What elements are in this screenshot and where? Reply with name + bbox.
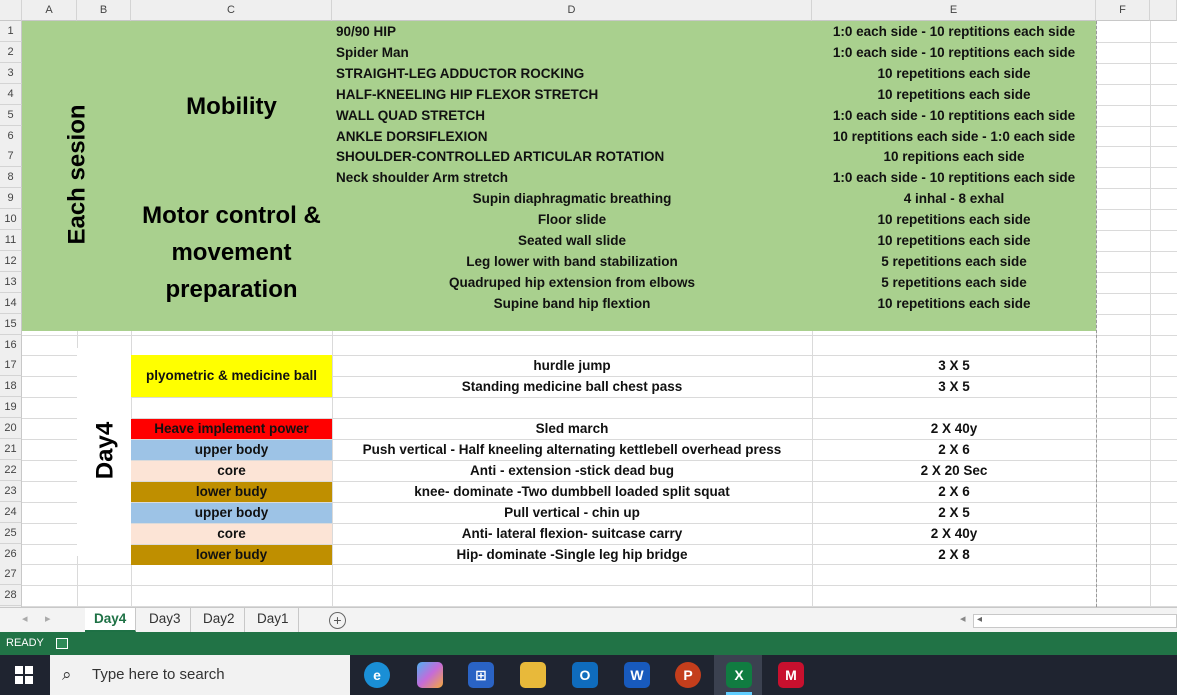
scroll-arrow-icon[interactable]: ◂ xyxy=(977,614,983,625)
motor-control-label: Motor control & movement preparation xyxy=(142,202,321,303)
macro-record-icon[interactable] xyxy=(56,638,68,649)
row-header[interactable]: 11 xyxy=(0,230,22,251)
strength-exercise: Push vertical - Half kneeling alternating kettlebell overhead press xyxy=(362,442,782,457)
strength-exercise: Sled march xyxy=(535,421,609,437)
excel-icon[interactable]: X xyxy=(726,662,752,688)
column-header-b[interactable]: B xyxy=(77,0,131,21)
mobility-label: Mobility xyxy=(186,93,277,120)
plyo-sets: 3 X 5 xyxy=(938,379,970,395)
row-header[interactable]: 10 xyxy=(0,209,22,230)
category-label: lower budy xyxy=(195,546,268,562)
strength-sets: 2 X 6 xyxy=(938,442,970,457)
mobility-exercise-reps: 10 repetitions each side xyxy=(877,212,1031,228)
mobility-exercise-name: WALL QUAD STRETCH xyxy=(336,107,485,123)
row-header[interactable]: 21 xyxy=(0,439,22,460)
row-header[interactable]: 16 xyxy=(0,335,22,356)
sheet-tab-day2[interactable]: Day2 xyxy=(194,608,245,632)
row-header[interactable]: 17 xyxy=(0,355,22,376)
row-header[interactable]: 4 xyxy=(0,84,22,105)
mobility-exercise-name: ANKLE DORSIFLEXION xyxy=(336,128,488,144)
column-header-partial[interactable] xyxy=(1150,0,1177,21)
row-header[interactable]: 2 xyxy=(0,42,22,63)
row-header[interactable]: 1 xyxy=(0,21,22,42)
column-header-e[interactable]: E xyxy=(812,0,1096,21)
row-header[interactable]: 6 xyxy=(0,126,22,147)
mobility-exercise-reps: 10 repetitions each side xyxy=(877,86,1031,102)
mobility-exercise-name: Neck shoulder Arm stretch xyxy=(336,170,509,186)
mobility-exercise-reps: 10 repitions each side xyxy=(883,149,1025,165)
windows-taskbar xyxy=(0,655,1177,695)
status-ready: READY xyxy=(6,637,44,649)
mobility-exercise-name: Seated wall slide xyxy=(517,233,627,248)
category-label: upper body xyxy=(194,504,269,520)
edge-icon[interactable]: e xyxy=(364,662,390,688)
plyometric-category-label: plyometric & medicine ball xyxy=(145,368,318,384)
row-header[interactable]: 25 xyxy=(0,523,22,544)
mobility-exercise-name: Quadruped hip extension from elbows xyxy=(448,274,696,290)
mobility-exercise-name: Supine band hip flextion xyxy=(493,295,651,311)
category-label: core xyxy=(217,462,246,478)
row-header[interactable]: 26 xyxy=(0,544,22,565)
column-header-c[interactable]: C xyxy=(131,0,332,21)
mobility-exercise-reps: 10 repetitions each side xyxy=(877,65,1031,81)
mobility-exercise-reps: 1:0 each side - 10 reptitions each side xyxy=(832,107,1076,123)
mobility-exercise-reps: 10 repetitions each side xyxy=(877,233,1031,248)
row-header[interactable]: 9 xyxy=(0,188,22,209)
mobility-exercise-name: Supin diaphragmatic breathing xyxy=(472,191,672,207)
row-header[interactable]: 27 xyxy=(0,564,22,585)
horizontal-scrollbar[interactable] xyxy=(973,614,1177,628)
mobility-exercise-reps: 1:0 each side - 10 reptitions each side xyxy=(832,170,1076,186)
row-header[interactable]: 22 xyxy=(0,460,22,481)
row-header[interactable]: 14 xyxy=(0,293,22,314)
mcafee-icon[interactable]: M xyxy=(778,662,804,688)
strength-sets: 2 X 5 xyxy=(938,504,970,520)
grid-hline xyxy=(22,585,1177,586)
row-header[interactable]: 28 xyxy=(0,585,22,606)
row-header[interactable]: 5 xyxy=(0,105,22,126)
scroll-left-icon[interactable]: ◂ xyxy=(960,613,966,625)
mobility-exercise-name: HALF-KNEELING HIP FLEXOR STRETCH xyxy=(336,86,599,102)
file-explorer-icon[interactable] xyxy=(520,662,546,688)
row-header[interactable]: 12 xyxy=(0,251,22,272)
grid-hline xyxy=(22,335,1177,336)
column-header-a[interactable]: A xyxy=(22,0,77,21)
mobility-exercise-name: Floor slide xyxy=(537,212,607,228)
mobility-exercise-name: STRAIGHT-LEG ADDUCTOR ROCKING xyxy=(336,65,585,81)
mobility-exercise-reps: 1:0 each side - 10 reptitions each side xyxy=(832,44,1076,60)
strength-sets: 2 X 8 xyxy=(938,546,970,562)
row-header[interactable]: 7 xyxy=(0,146,22,167)
category-label: upper body xyxy=(194,442,269,457)
mobility-exercise-reps: 4 inhal - 8 exhal xyxy=(903,191,1005,207)
powerpoint-icon[interactable]: P xyxy=(675,662,701,688)
column-header-f[interactable]: F xyxy=(1096,0,1150,21)
row-header[interactable]: 18 xyxy=(0,376,22,397)
store-icon[interactable]: ⊞ xyxy=(468,662,494,688)
strength-sets: 2 X 40y xyxy=(930,525,978,541)
strength-sets: 2 X 6 xyxy=(938,483,970,499)
add-sheet-icon[interactable]: + xyxy=(329,612,346,629)
tab-scroll-left-icon[interactable]: ◂ xyxy=(22,613,28,625)
taskbar-search-box[interactable] xyxy=(50,655,350,695)
mobility-exercise-name: SHOULDER-CONTROLLED ARTICULAR ROTATION xyxy=(336,149,665,165)
row-header[interactable]: 3 xyxy=(0,63,22,84)
strength-exercise: Anti- lateral flexion- suitcase carry xyxy=(461,525,683,541)
strength-sets: 2 X 20 Sec xyxy=(920,462,988,478)
row-header[interactable]: 23 xyxy=(0,481,22,502)
strength-exercise: Hip- dominate -Single leg hip bridge xyxy=(456,546,688,562)
category-label: Heave implement power xyxy=(154,421,309,437)
sheet-tabs-bar xyxy=(0,607,1177,632)
mobility-exercise-reps: 10 repetitions each side xyxy=(877,295,1031,311)
mobility-exercise-name: 90/90 HIP xyxy=(336,24,397,39)
row-header[interactable]: 19 xyxy=(0,397,22,418)
plyo-exercise: Standing medicine ball chest pass xyxy=(461,379,683,395)
category-label: lower budy xyxy=(195,483,268,499)
page-break-line xyxy=(1096,21,1097,607)
mobility-exercise-reps: 1:0 each side - 10 reptitions each side xyxy=(832,24,1076,39)
outlook-icon[interactable]: O xyxy=(572,662,598,688)
word-icon[interactable]: W xyxy=(624,662,650,688)
mobility-exercise-reps: 10 reptitions each side - 1:0 each side xyxy=(832,128,1076,144)
sheet-tab-day3[interactable]: Day3 xyxy=(140,608,191,632)
each-session-label: Each sesion xyxy=(63,104,91,245)
search-placeholder: Type here to search xyxy=(92,666,225,683)
column-header-d[interactable]: D xyxy=(332,0,812,21)
copilot-icon[interactable] xyxy=(417,662,443,688)
mobility-exercise-reps: 5 repetitions each side xyxy=(881,253,1027,269)
mobility-exercise-name: Spider Man xyxy=(336,44,409,60)
category-label: core xyxy=(217,525,246,541)
row-header[interactable]: 8 xyxy=(0,167,22,188)
row-header[interactable]: 15 xyxy=(0,314,22,335)
row-header[interactable]: 13 xyxy=(0,272,22,293)
windows-start-icon[interactable] xyxy=(15,666,33,684)
row-header[interactable]: 24 xyxy=(0,502,22,523)
plyo-sets: 3 X 5 xyxy=(938,358,970,374)
sheet-tab-day4[interactable]: Day4 xyxy=(85,608,136,632)
tab-scroll-right-icon[interactable]: ▸ xyxy=(45,613,51,625)
strength-exercise: Anti - extension -stick dead bug xyxy=(469,462,675,478)
plyo-exercise: hurdle jump xyxy=(533,358,611,374)
row-header[interactable]: 20 xyxy=(0,418,22,439)
sheet-tab-day1[interactable]: Day1 xyxy=(248,608,299,632)
status-bar xyxy=(0,632,1177,655)
strength-exercise: knee- dominate -Two dumbbell loaded split squat xyxy=(414,483,730,499)
strength-exercise: Pull vertical - chin up xyxy=(504,504,640,520)
strength-sets: 2 X 40y xyxy=(930,421,978,437)
search-icon: ⌕ xyxy=(62,665,72,684)
grid-hline xyxy=(22,564,1177,565)
select-all-corner[interactable] xyxy=(0,0,22,21)
day-label: Day4 xyxy=(91,421,119,480)
mobility-exercise-reps: 5 repetitions each side xyxy=(881,274,1027,290)
mobility-exercise-name: Leg lower with band stabilization xyxy=(466,253,678,269)
